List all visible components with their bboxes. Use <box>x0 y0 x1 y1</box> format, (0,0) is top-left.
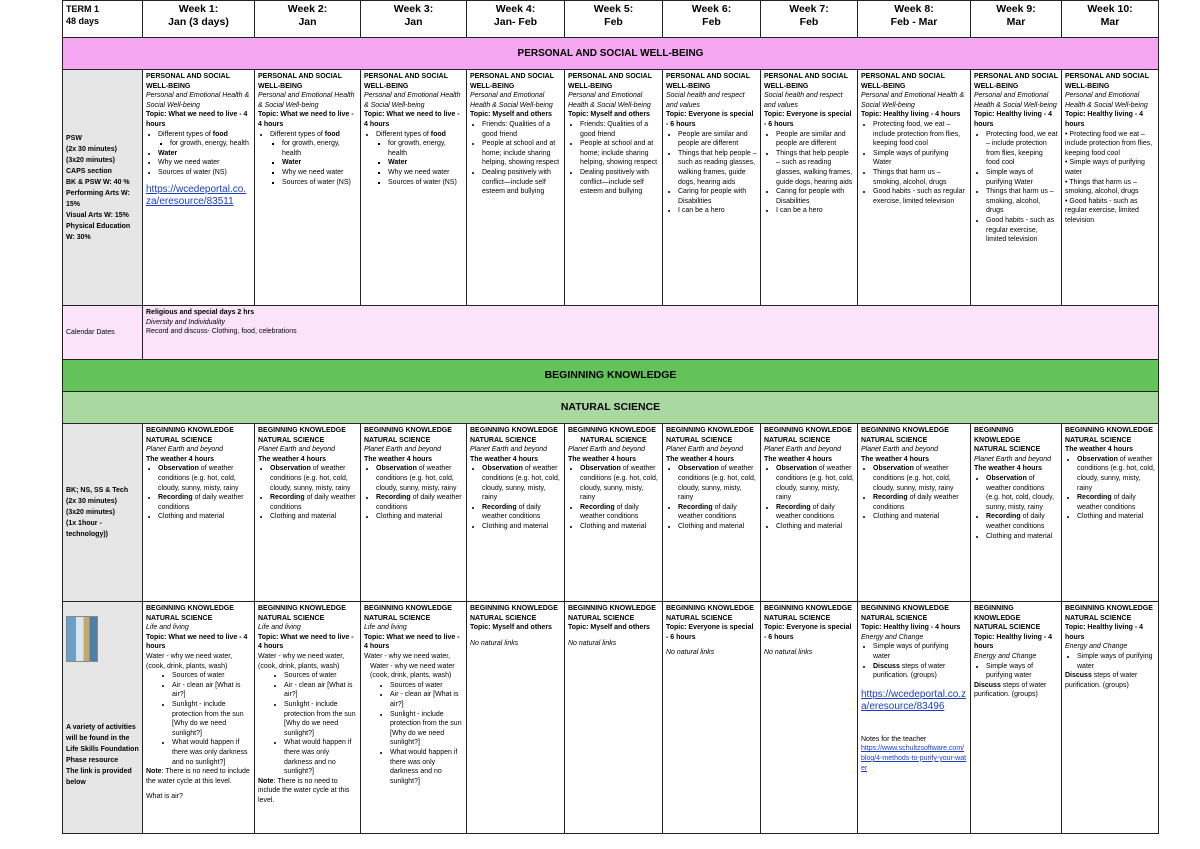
weather-week-6: BEGINNING KNOWLEDGE NATURAL SCIENCE Planet Earth and beyond The weather 4 hours • Observation of weather conditions (e.g. hot, cold, cloudy, sunny, misty, rainy • Recording of daily weather conditions • Clothing and material <box>663 424 761 602</box>
psw-week-8: PERSONAL AND SOCIAL WELL-BEING Personal and Emotional Health & Social Well-being Topic: Healthy living - 4 hours • Protecting food, we eat – include protection from flies, keeping food cool • Simple ways of purifying Water • Things that harm us – smoking, alcohol, drugs • Good habits - such as regular exercise, limited television <box>858 70 971 306</box>
week-header-8: Week 8: Feb - Mar <box>858 1 971 38</box>
week-header-7: Week 7: Feb <box>761 1 858 38</box>
calendar-label: Calendar Dates <box>63 306 143 360</box>
psw-week-10: PERSONAL AND SOCIAL WELL-BEING Personal and Emotional Health & Social Well-being Topic: Healthy living - 4 hours • Protecting food we eat – include protection from flies, keeping food cool • Simple ways of purifying water • Things that harm us – smoking, alcohol, drugs • Good habits - such as regular exercise, limited television <box>1062 70 1159 306</box>
weather-week-5: BEGINNING KNOWLEDGE NATURAL SCIENCE Planet Earth and beyond The weather 4 hours • Observation of weather conditions (e.g. hot, cold, cloudy, sunny, misty, rainy • Recording of daily weather conditions • Clothing and material <box>565 424 663 602</box>
weather-week-8: BEGINNING KNOWLEDGE NATURAL SCIENCE Planet Earth and beyond The weather 4 hours • Observation of weather conditions (e.g. hot, cold, cloudy, sunny, misty, rainy • Recording of daily weather conditions • Clothing and material <box>858 424 971 602</box>
week-header-9: Week 9: Mar <box>971 1 1062 38</box>
life-week-6: BEGINNING KNOWLEDGE NATURAL SCIENCE Topic: Everyone is special - 6 hours No natural links <box>663 602 761 834</box>
weather-week-9: BEGINNING KNOWLEDGE NATURAL SCIENCE Planet Earth and beyond The weather 4 hours • Observation of weather conditions (e.g. hot, cold, cloudy, sunny, misty, rainy • Recording of daily weather conditions • Clothing and material <box>971 424 1062 602</box>
life-week-4: BEGINNING KNOWLEDGE NATURAL SCIENCE Topic: Myself and others No natural links <box>467 602 565 834</box>
life-row <box>63 602 1159 834</box>
psw-week-4: PERSONAL AND SOCIAL WELL-BEING Personal and Emotional Health & Social Well-being Topic: Myself and others • Friends: Qualities of a good friend • People at school and at home; include sharing helping, showing respect • Dealing positively with conflict—include self esteem and bullying <box>467 70 565 306</box>
weather-week-3: BEGINNING KNOWLEDGE NATURAL SCIENCE Planet Earth and beyond The weather 4 hours • Observation of weather conditions (e.g. hot, cold, cloudy, sunny, misty, rainy • Recording of daily weather conditions • Clothing and material <box>361 424 467 602</box>
teacher-notes-link[interactable]: https://www.schultzsoftware.com/blog/4-methods-to-purify-your-water <box>861 745 967 772</box>
bk-band: BEGINNING KNOWLEDGE <box>63 360 1159 392</box>
life-week-2: BEGINNING KNOWLEDGE NATURAL SCIENCE Life and living Topic: What we need to live - 4 hours Water - why we need water, (cook, drink, plants, wash) • Sources of water • Air - clean air [What is air?] • Sunlight - include protection from the sun [Why do we need sunlight?] • What would happen if there was only darkness and no sunlight?] Note: There is no need to include the water cycle at this level. <box>255 602 361 834</box>
psw-week-5: PERSONAL AND SOCIAL WELL-BEING Personal and Emotional Health & Social Well-being Topic: Myself and others • Friends: Qualities of a good friend • People at school and at home; include sharing helping, showing respect • Dealing positively with conflict—include self esteem and bullying <box>565 70 663 306</box>
psw-week-2: PERSONAL AND SOCIAL WELL-BEING Personal and Emotional Health & Social Well-being Topic: What we need to live - 4 hours • Different types of food ▪ for growth, energy, health ▪ Water ▪ Why we need water ▪ Sources of water (NS) <box>255 70 361 306</box>
psw-row-header: PSW (2x 30 minutes) (3x20 minutes) CAPS section BK & PSW W: 40 % Performing Arts W: 15% Visual Arts W: 15% Physical Education W: 30% <box>63 70 143 306</box>
resource-thumbnail <box>66 616 98 662</box>
ns-band: NATURAL SCIENCE <box>63 392 1159 424</box>
life-week-10: BEGINNING KNOWLEDGE NATURAL SCIENCE Topic: Healthy living - 4 hours Energy and Change • Simple ways of purifying water Discuss steps of water purification. (groups) <box>1062 602 1159 834</box>
weather-week-7: BEGINNING KNOWLEDGE NATURAL SCIENCE Planet Earth and beyond The weather 4 hours • Observation of weather conditions (e.g. hot, cold, cloudy, sunny, misty, rainy • Recording of daily weather conditions • Clothing and material <box>761 424 858 602</box>
term-label: TERM 1 <box>66 4 100 14</box>
life-week-7: BEGINNING KNOWLEDGE NATURAL SCIENCE Topic: Everyone is special - 6 hours No natural links <box>761 602 858 834</box>
eresource-link-83511[interactable]: https://wcedeportal.co.za/eresource/83511 <box>146 183 247 207</box>
week-header-6: Week 6: Feb <box>663 1 761 38</box>
weather-row <box>63 424 1159 602</box>
term-planner-table <box>62 0 1159 834</box>
life-week-9: BEGINNING KNOWLEDGE NATURAL SCIENCE Topic: Healthy living - 4 hours Energy and Change • Simple ways of purifying water Discuss steps of water purification. (groups) <box>971 602 1062 834</box>
weather-week-4: BEGINNING KNOWLEDGE NATURAL SCIENCE Planet Earth and beyond The weather 4 hours • Observation of weather conditions (e.g. hot, cold, cloudy, sunny, misty, rainy • Recording of daily weather conditions • Clothing and material <box>467 424 565 602</box>
term-cell <box>63 1 143 38</box>
weather-week-10: BEGINNING KNOWLEDGE NATURAL SCIENCE The weather 4 hours • Observation of weather conditions (e.g. hot, cold, cloudy, sunny, misty, rainy • Recording of daily weather conditions • Clothing and material <box>1062 424 1159 602</box>
calendar-content: Religious and special days 2 hrs Diversity and Individuality Record and discuss- Clothing, food, celebrations <box>143 306 1159 360</box>
psw-week-9: PERSONAL AND SOCIAL WELL-BEING Personal and Emotional Health & Social Well-being Topic: Healthy living - 4 hours • Protecting food, we eat – include protection from flies, keeping food cool • Simple ways of purifying Water • Things that harm us – smoking, alcohol, drugs • Good habits - such as regular exercise, limited television <box>971 70 1062 306</box>
life-week-5: BEGINNING KNOWLEDGE NATURAL SCIENCE Topic: Myself and others No natural links <box>565 602 663 834</box>
eresource-link-83496[interactable]: https://wcedeportal.co.za/eresource/83496 <box>861 688 967 712</box>
calendar-row <box>63 306 1159 360</box>
life-week-1: BEGINNING KNOWLEDGE NATURAL SCIENCE Life and living Topic: What we need to live - 4 hours Water - why we need water, (cook, drink, plants, wash) • Sources of water • Air - clean air [What is air?] • Sunlight - include protection from the sun [Why do we need sunlight?] • What would happen if there was only darkness and no sunlight?] Note: There is no need to include the water cycle at this level. What is air? <box>143 602 255 834</box>
header-row <box>63 1 1159 38</box>
psw-week-7: PERSONAL AND SOCIAL WELL-BEING Social health and respect and values Topic: Everyone is special - 6 hours • People are similar and people are different • Things that help people – such as reading glasses, walking frames, guide dogs, hearing aids • Caring for people with Disabilities • I can be a hero <box>761 70 858 306</box>
term-days: 48 days <box>66 16 100 26</box>
psw-week-1: PERSONAL AND SOCIAL WELL-BEING Personal and Emotional Health & Social Well-being Topic: What we need to live - 4 hours • Different types of food ▪ for growth, energy, health • Water • Why we need water • Sources of water (NS) https://wcedeportal.co.za/eresource/83511 <box>143 70 255 306</box>
psw-week-6: PERSONAL AND SOCIAL WELL-BEING Social health and respect and values Topic: Everyone is special - 6 hours • People are similar and people are different • Things that help people – such as reading glasses, walking frames, guide dogs, hearing aids • Caring for people with Disabilities • I can be a hero <box>663 70 761 306</box>
week-header-1: Week 1: Jan (3 days) <box>143 1 255 38</box>
psw-row <box>63 70 1159 306</box>
psw-week-3: PERSONAL AND SOCIAL WELL-BEING Personal and Emotional Health & Social Well-being Topic: What we need to live - 4 hours • Different types of food ▪ for growth, energy, health ▪ Water ▪ Why we need water ▪ Sources of water (NS) <box>361 70 467 306</box>
bk-row-header: BK; NS, SS & Tech (2x 30 minutes) (3x20 minutes) (1x 1hour -technology)) <box>63 424 143 602</box>
week-header-5: Week 5: Feb <box>565 1 663 38</box>
week-header-4: Week 4: Jan- Feb <box>467 1 565 38</box>
life-row-header: A variety of activities will be found in the Life Skills Foundation Phase resource The link is provided below <box>63 602 143 834</box>
life-week-3: BEGINNING KNOWLEDGE NATURAL SCIENCE Life and living Topic: What we need to live - 4 hours Water - why we need water, Water - why we need water (cook, drink, plants, wash) • Sources of water • Air - clean air [What is air?] • Sunlight - include protection from the sun [Why do we need sunlight?] • What would happen if there was only darkness and no sunlight?] <box>361 602 467 834</box>
life-week-8: BEGINNING KNOWLEDGE NATURAL SCIENCE Topic: Healthy living - 4 hours Energy and Change • Simple ways of purifying water • Discuss steps of water purification. (groups) https://wcedeportal.co.za/eresource/83496 Notes for the teacher https://www.schultzsoftware.com/blog/4-methods-to-purify-your-water <box>858 602 971 834</box>
weather-week-2: BEGINNING KNOWLEDGE NATURAL SCIENCE Planet Earth and beyond The weather 4 hours • Observation of weather conditions (e.g. hot, cold, cloudy, sunny, misty, rainy • Recording of daily weather conditions • Clothing and material <box>255 424 361 602</box>
week-header-2: Week 2: Jan <box>255 1 361 38</box>
week-header-10: Week 10: Mar <box>1062 1 1159 38</box>
week-header-3: Week 3: Jan <box>361 1 467 38</box>
psw-band: PERSONAL AND SOCIAL WELL-BEING <box>63 38 1159 70</box>
weather-week-1: BEGINNING KNOWLEDGE NATURAL SCIENCE Planet Earth and beyond The weather 4 hours • Observation of weather conditions (e.g. hot, cold, cloudy, sunny, misty, rainy • Recording of daily weather conditions • Clothing and material <box>143 424 255 602</box>
